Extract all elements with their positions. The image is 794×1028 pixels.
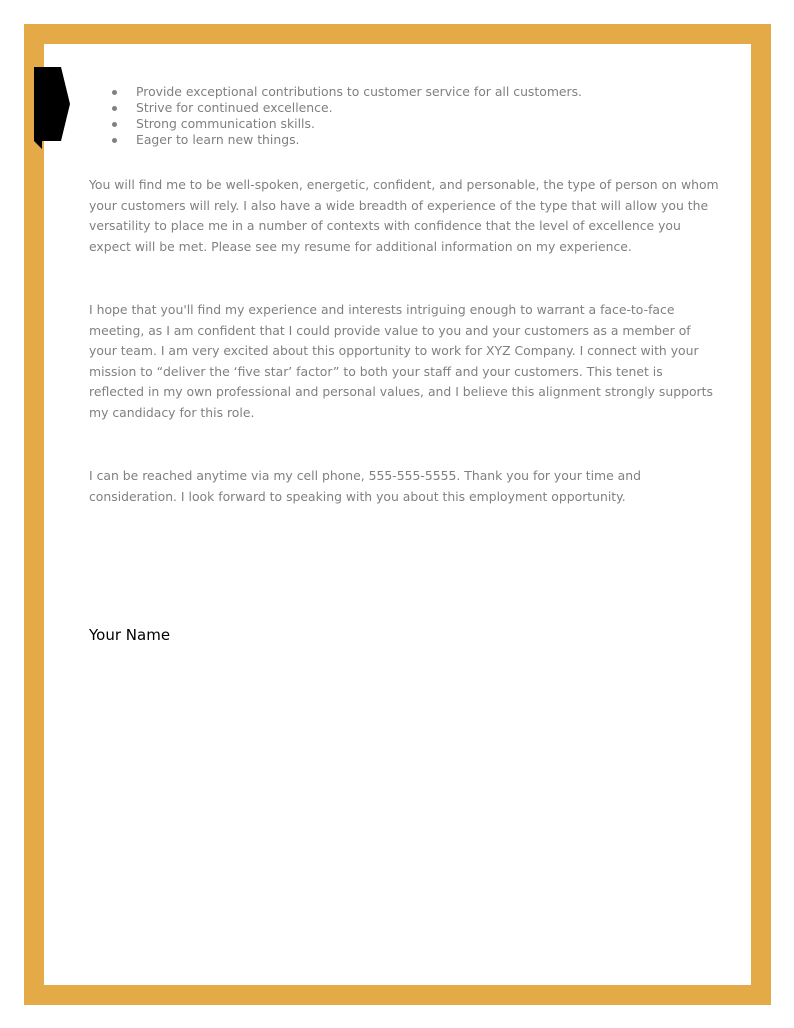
letter-body (89, 84, 719, 507)
signature-name: Your Name (89, 626, 171, 644)
list-item: Eager to learn new things. (89, 132, 719, 148)
paragraph-interest: I hope that you'll find my experience and interests intriguing enough to warrant a face-to-face meeting, as I am confident that I could provide value to you and your customers as a member of your team. I am very excited about this opportunity to work for XYZ Company. I connect with your mission to “deliver the ‘five star’ factor” to both your staff and your customers. This tenet is reflected in my own professional and personal values, and I believe this alignment strongly supports my candidacy for this role. (89, 302, 713, 420)
list-item: Provide exceptional contributions to customer service for all customers. (89, 84, 719, 100)
list-item: Strive for continued excellence. (89, 100, 719, 116)
bookmark-tab-icon (34, 67, 70, 149)
list-item: Strong communication skills. (89, 116, 719, 132)
paragraph-self-description: You will find me to be well-spoken, energetic, confident, and personable, the type of person on whom your customers will rely. I also have a wide breadth of experience of the type that will allow you the versatility to place me in a number of contexts with confidence that the level of excellence you expect will be met. Please see my resume for additional information on my experience. (89, 177, 719, 254)
paragraph-contact: I can be reached anytime via my cell phone, 555-555-5555. Thank you for your time and consideration. I look forward to speaking with you about this employment opportunity. (89, 468, 641, 504)
qualifications-list (89, 84, 719, 148)
